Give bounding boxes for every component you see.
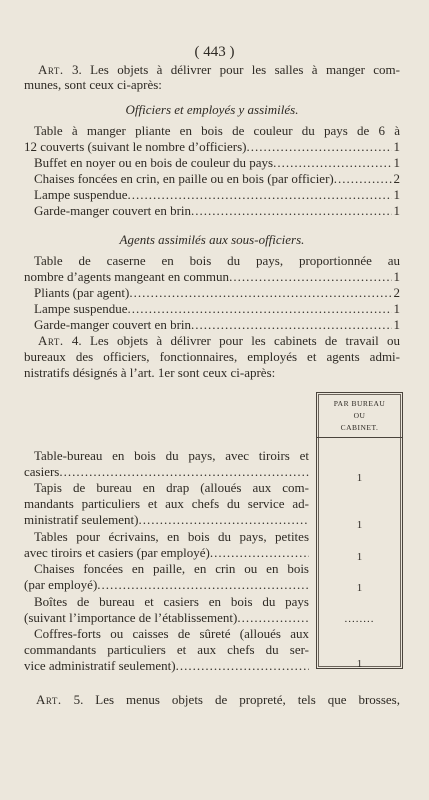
officers-item-5: Garde-manger couvert en brin ..... 1 xyxy=(24,203,400,219)
officers-item-3: Chaises foncées en crin, en paille ou en bois (par officier) ..... 2 xyxy=(24,171,400,187)
article-4-line-2: bureaux des officiers, fonctionnaires, employés et agents admi- xyxy=(24,349,400,364)
quantity: 2 xyxy=(393,171,400,186)
table-row: Chaises foncées en paille, en crin ou en bois (par employé) ..... xyxy=(24,561,309,593)
agents-item-4: Garde-manger couvert en brin ..... 1 xyxy=(24,317,400,333)
agents-item-1: nombre d’agents mangeant en commun ..... 1 xyxy=(24,269,400,285)
article-4-line-1: Art. 4. Les objets à délivrer pour les cabinets de travail ou xyxy=(38,333,401,348)
quantity: 1 xyxy=(393,301,400,316)
table-qty-1: 1 xyxy=(356,472,363,484)
table-row: Tables pour écrivains, en bois du pays, petites avec tiroirs et casiers (par employé) ..... xyxy=(24,529,309,561)
agents-item-1-line-1: Table de caserne en bois du pays, proportionnée au xyxy=(34,253,400,268)
table-qty-5: ........ xyxy=(344,613,375,625)
table-row: Table-bureau en bois du pays, avec tiroirs et casiers ..... xyxy=(24,448,309,480)
officers-item-1-line-1: Table à manger pliante en bois de couleur du pays de 6 à xyxy=(34,123,400,138)
quantity: 1 xyxy=(393,155,400,170)
quantity: 1 xyxy=(393,139,400,154)
table-qty-4: 1 xyxy=(356,582,363,594)
section-officers-title: Officiers et employés y assimilés. xyxy=(125,102,299,117)
table-row: Coffres-forts ou caisses de sûreté (alloués aux commandants particuliers et aux chefs du ser- vice administratif seulement) ..... xyxy=(24,626,309,674)
quantity: 1 xyxy=(393,269,400,284)
article-4 xyxy=(24,333,400,381)
table-qty-3: 1 xyxy=(356,551,363,563)
article-5-label: Art. xyxy=(36,692,62,707)
table-row: Boîtes de bureau et casiers en bois du pays (suivant l’importance de l’établissement) ..... xyxy=(24,594,309,626)
article-4-line-3: nistratifs désignés à l’art. 1er sont ceux ci-après: xyxy=(24,365,276,380)
table-qty-2: 1 xyxy=(356,519,363,531)
article-5: Art. 5. Les menus objets de propreté, tels que brosses, xyxy=(36,692,400,707)
officers-item-4: Lampe suspendue ..... 1 xyxy=(24,187,400,203)
column-header: PAR BUREAU OU CABINET. xyxy=(317,393,402,438)
article-3 xyxy=(24,62,400,92)
quantity: 2 xyxy=(393,285,400,300)
page-number: ( 443 ) xyxy=(194,44,235,60)
agents-item-2: Pliants (par agent) ..... 2 xyxy=(24,285,400,301)
agents-item-3: Lampe suspendue ..... 1 xyxy=(24,301,400,317)
article-3-label: Art. xyxy=(38,62,64,77)
quantity: 1 xyxy=(393,203,400,218)
table-qty-6: 1 xyxy=(356,658,363,670)
article-3-line-2: munes, sont ceux ci-après: xyxy=(24,77,162,92)
quantity: 1 xyxy=(393,317,400,332)
article-4-label: Art. xyxy=(38,333,64,348)
article-3-line-1: Art. 3. Les objets à délivrer pour les salles à manger com- xyxy=(38,62,400,77)
officers-item-2: Buffet en noyer ou en bois de couleur du pays ..... 1 xyxy=(24,155,400,171)
table-row: Tapis de bureau en drap (alloués aux com- mandants particuliers et aux chefs du service ad- ministratif seulement) ..... xyxy=(24,480,309,528)
section-agents-title: Agents assimilés aux sous-officiers. xyxy=(119,232,305,247)
quantity-column-box xyxy=(316,392,403,669)
quantity: 1 xyxy=(393,187,400,202)
officers-item-1: 12 couverts (suivant le nombre d’officiers) ..... 1 xyxy=(24,139,400,155)
